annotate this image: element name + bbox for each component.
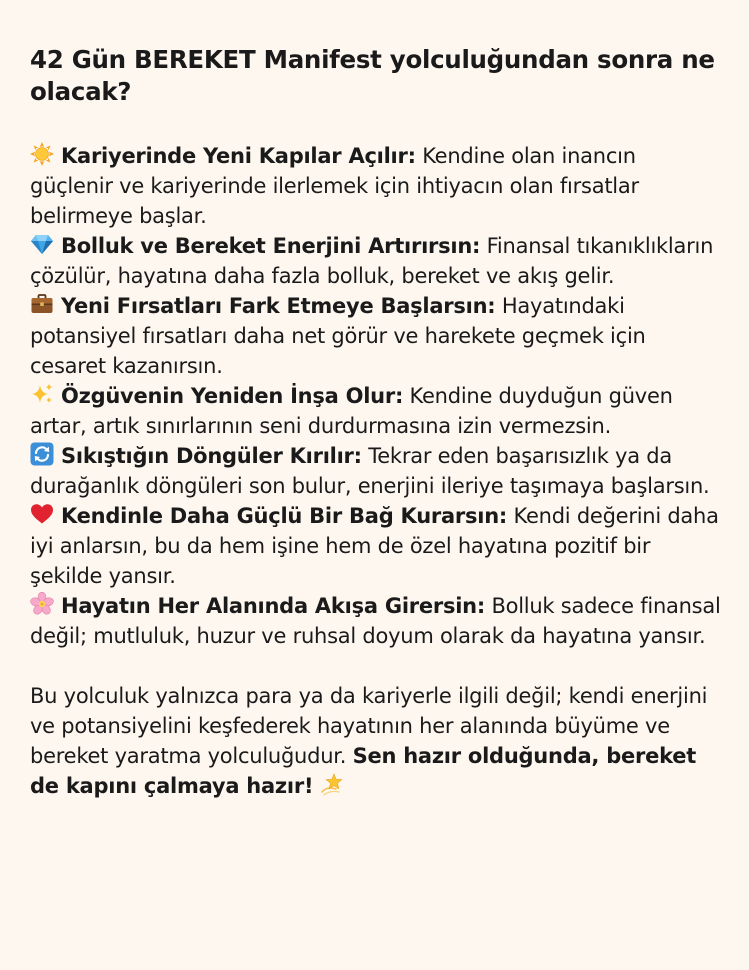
benefit-text: Tekrar eden başarısızlık ya da durağanlık döngüleri son bulur, enerjini ileriye taşımaya başlarsın. bbox=[30, 444, 710, 498]
heart-icon bbox=[30, 502, 54, 526]
benefit-text: Kendine olan inancın güçlenir ve kariyerinde ilerlemek için ihtiyacın olan fırsatlar belirmeye başlar. bbox=[30, 144, 639, 228]
benefit-heading: Sıkıştığın Döngüler Kırılır: bbox=[61, 444, 362, 468]
briefcase-icon bbox=[30, 292, 54, 316]
benefit-item-opportunities bbox=[30, 291, 723, 381]
cycle-arrows-icon bbox=[30, 442, 54, 466]
sun-icon bbox=[30, 142, 54, 166]
sparkles-icon bbox=[30, 382, 54, 406]
page-title: 42 Gün BEREKET Manifest yolculuğundan sonra ne olacak? bbox=[30, 45, 715, 106]
benefit-heading: Bolluk ve Bereket Enerjini Artırırsın: bbox=[61, 234, 481, 258]
benefit-item-abundance bbox=[30, 231, 723, 291]
benefit-item-career bbox=[30, 141, 723, 231]
benefit-heading: Kariyerinde Yeni Kapılar Açılır: bbox=[61, 144, 416, 168]
benefit-heading: Hayatın Her Alanında Akışa Girersin: bbox=[61, 594, 486, 618]
benefit-text: Hayatındaki potansiyel fırsatları daha net görür ve harekete geçmek için cesaret kazanırsın. bbox=[30, 294, 646, 378]
dizzy-star-icon bbox=[319, 772, 343, 796]
benefit-item-cycles bbox=[30, 441, 723, 501]
benefit-text: Bolluk sadece finansal değil; mutluluk, huzur ve ruhsal doyum olarak da hayatına yansır. bbox=[30, 594, 721, 648]
benefit-heading: Kendinle Daha Güçlü Bir Bağ Kurarsın: bbox=[61, 504, 508, 528]
benefit-item-confidence bbox=[30, 381, 723, 441]
benefit-heading: Yeni Fırsatları Fark Etmeye Başlarsın: bbox=[61, 294, 496, 318]
gem-icon bbox=[30, 232, 54, 256]
closing-highlight: Sen hazır olduğunda, bereket de kapını çalmaya hazır! bbox=[30, 744, 697, 798]
benefit-heading: Özgüvenin Yeniden İnşa Olur: bbox=[61, 384, 404, 408]
benefit-text: Kendi değerini daha iyi anlarsın, bu da hem işine hem de özel hayatına pozitif bir şekilde yansır. bbox=[30, 504, 719, 588]
benefit-list bbox=[30, 141, 723, 651]
blossom-icon bbox=[30, 592, 54, 616]
closing-text: Bu yolculuk yalnızca para ya da kariyerle ilgili değil; kendi enerjini ve potansiyelini keşfederek hayatının her alanında büyüme ve bereket yaratma yolculuğudur. bbox=[30, 684, 708, 768]
benefit-text: Kendine duyduğun güven artar, artık sınırlarının seni durdurmasına izin vermezsin. bbox=[30, 384, 673, 438]
benefit-text: Finansal tıkanıklıkların çözülür, hayatına daha fazla bolluk, bereket ve akış gelir. bbox=[30, 234, 714, 288]
benefit-item-flow bbox=[30, 591, 723, 651]
benefit-item-self-bond bbox=[30, 501, 723, 591]
closing-paragraph bbox=[30, 681, 723, 801]
